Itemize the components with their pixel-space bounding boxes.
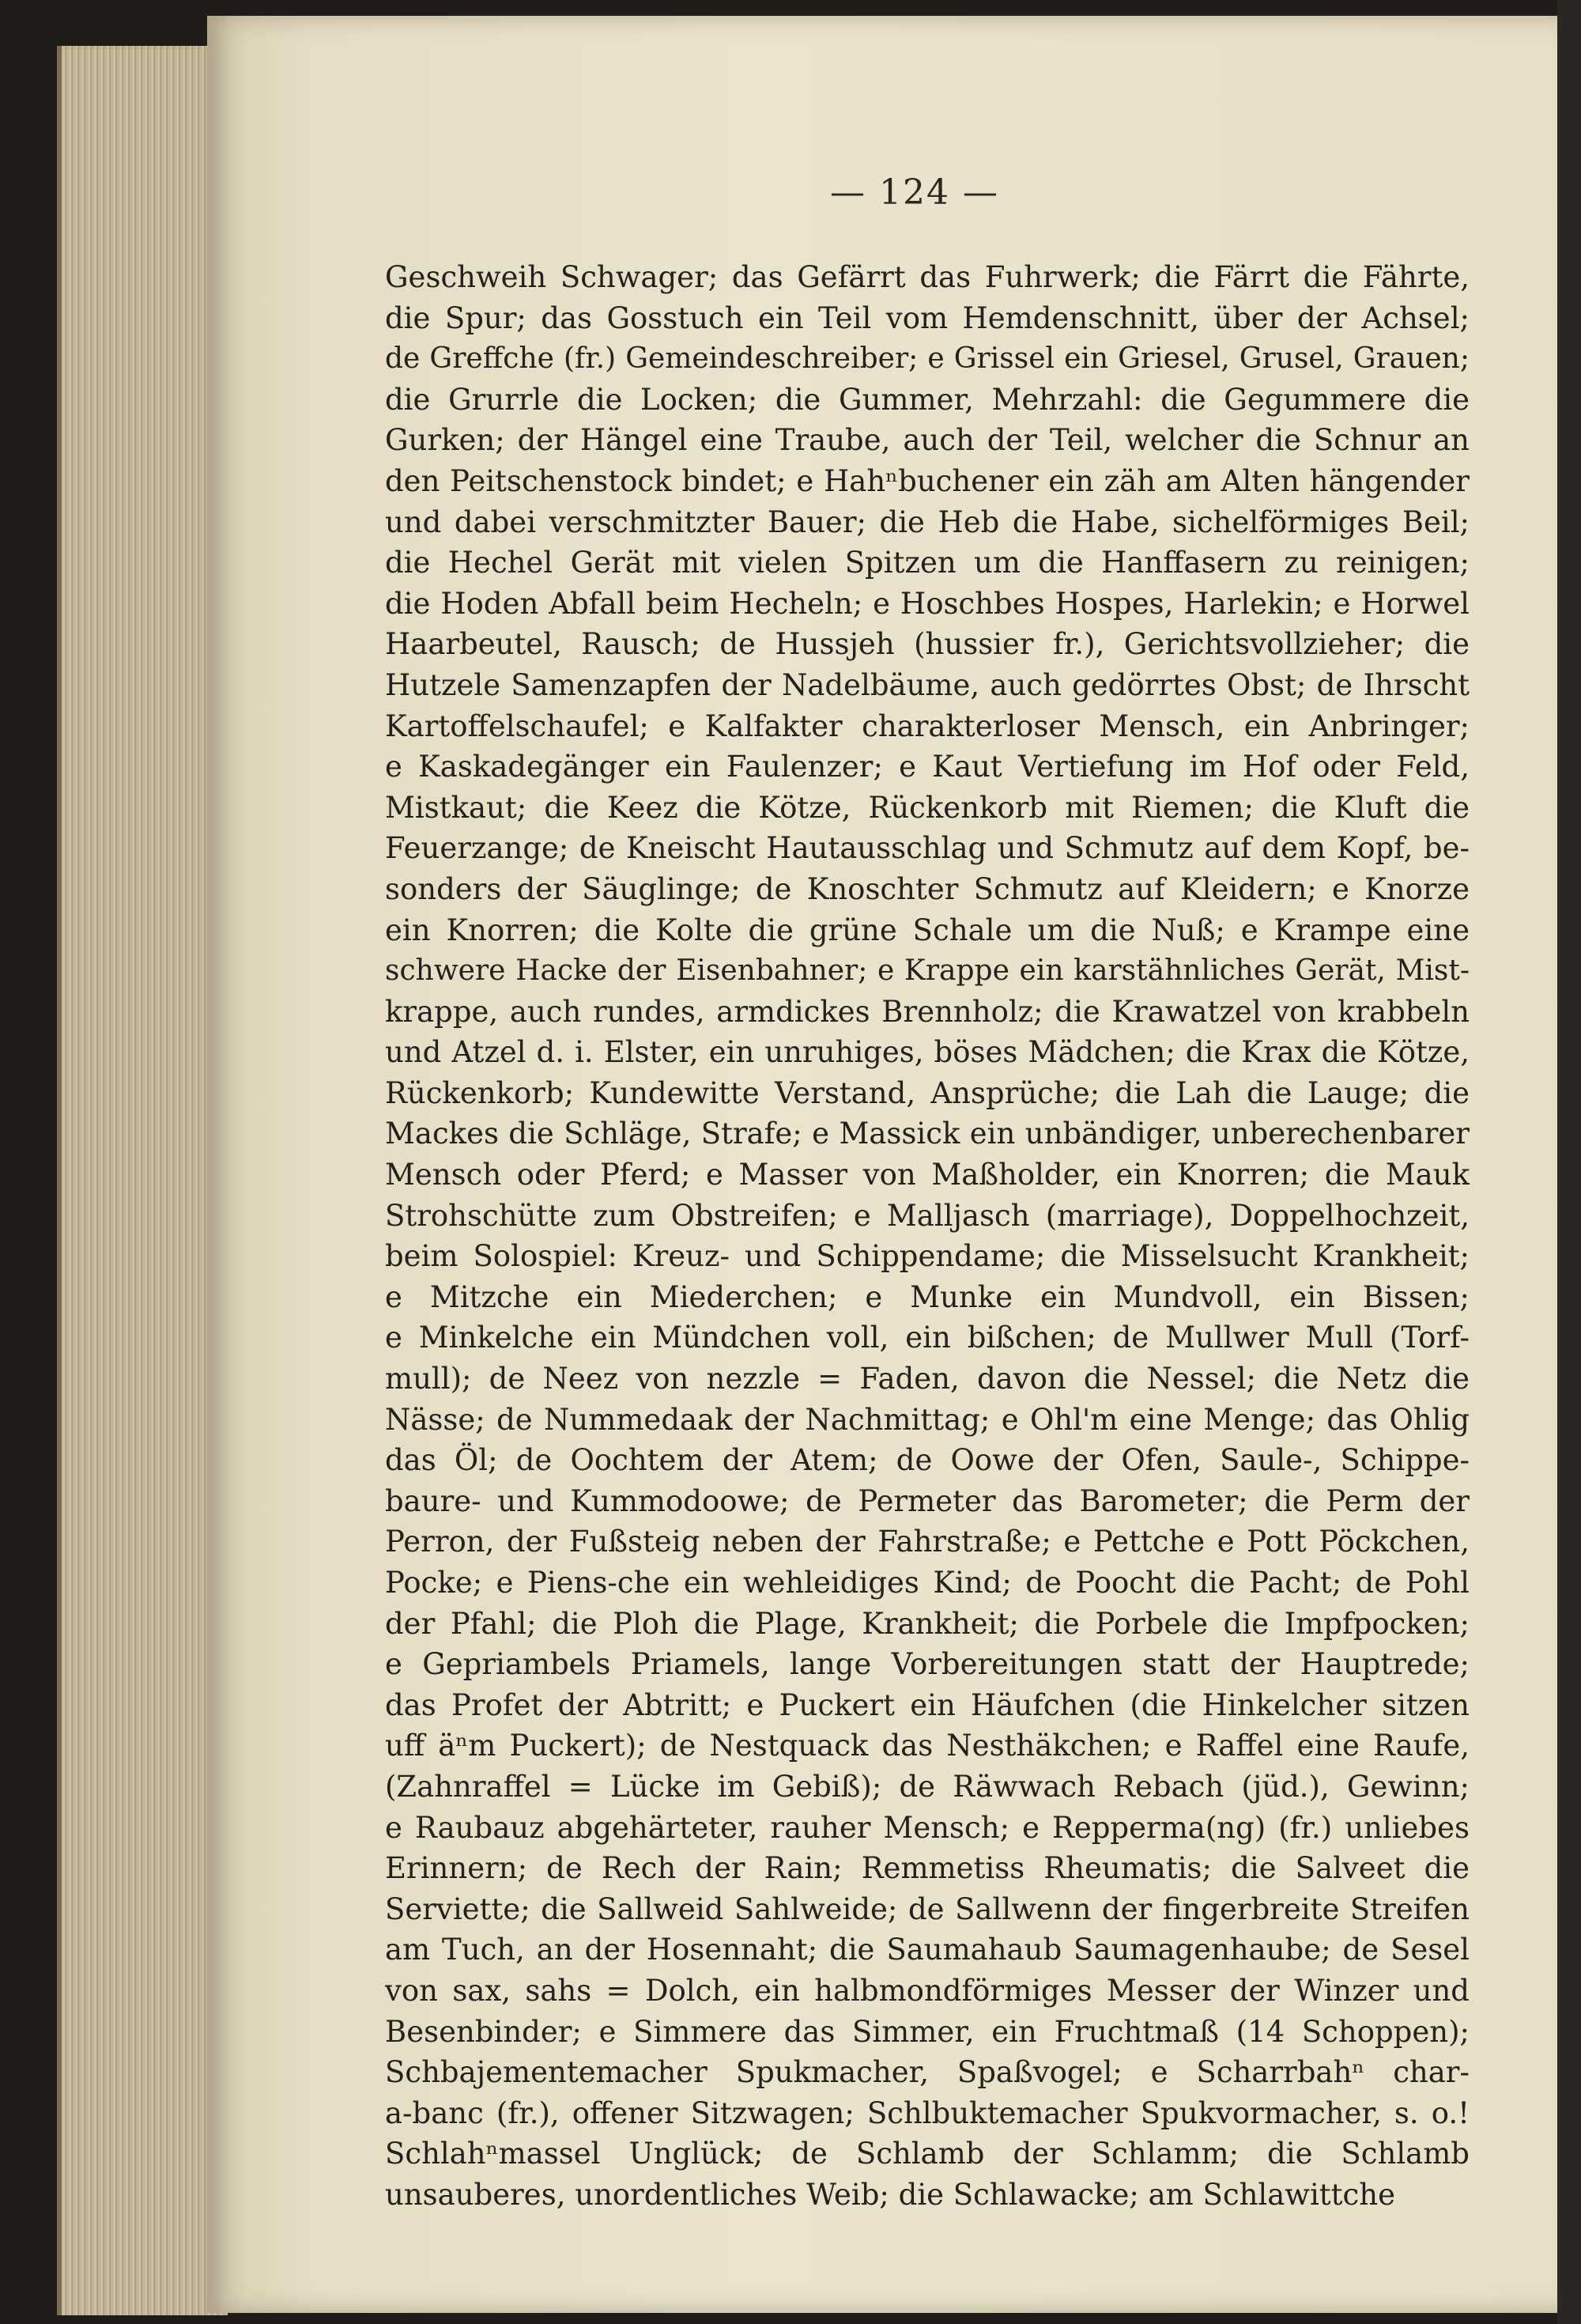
text-line: Kartoffelschaufel; e Kalfakter charakterloser Mensch, ein Anbringer;: [385, 709, 1470, 743]
text-line: Mistkaut; die Keez die Kötze, Rückenkorb mit Riemen; die Kluft die: [385, 790, 1470, 825]
text-line: (Zahnraffel = Lücke im Gebiß); de Räwwach Rebach (jüd.), Gewinn;: [385, 1769, 1470, 1804]
text-line: und Atzel d. i. Elster, ein unruhiges, böses Mädchen; die Krax die Kötze,: [385, 1035, 1470, 1070]
text-line: e Gepriambels Priamels, lange Vorbereitungen statt der Hauptrede;: [385, 1647, 1470, 1682]
text-line: de Greffche (fr.) Gemeindeschreiber; e Grissel ein Griesel, Grusel, Grauen;: [385, 342, 1470, 376]
text-line: Strohschütte zum Obstreifen; e Malljasch (marriage), Doppelhochzeit,: [385, 1198, 1470, 1233]
text-line: unsauberes, unordentliches Weib; die Schlawacke; am Schlawittche: [385, 2177, 1395, 2212]
text-line: krappe, auch rundes, armdickes Brennholz; die Krawatzel von krabbeln: [385, 994, 1470, 1029]
text-line: das Profet der Abtritt; e Puckert ein Häufchen (die Hinkelcher sitzen: [385, 1687, 1470, 1722]
text-line: ein Knorren; die Kolte die grüne Schale um die Nuß; e Krampe eine: [385, 913, 1470, 947]
text-line: e Mitzche ein Miederchen; e Munke ein Mundvoll, ein Bissen;: [385, 1279, 1470, 1314]
text-line: mull); de Neez von nezzle = Faden, davon die Nessel; die Netz die: [385, 1362, 1470, 1396]
text-line: Rückenkorb; Kundewitte Verstand, Ansprüche; die Lah die Lauge; die: [385, 1075, 1470, 1110]
text-line: die Hechel Gerät mit vielen Spitzen um die Hanffasern zu reinigen;: [385, 546, 1470, 580]
text-line: Gurken; der Hängel eine Traube, auch der Teil, welcher die Schnur an: [385, 423, 1470, 458]
text-line: a-banc (fr.), offener Sitzwagen; Schlbuktemacher Spukvormacher, s. o.!: [385, 2095, 1470, 2130]
text-line: den Peitschenstock bindet; e Hahⁿbuchener ein zäh am Alten hängender: [385, 463, 1470, 498]
text-line: Mackes die Schläge, Strafe; e Massick ein unbändiger, unberechenbarer: [385, 1117, 1470, 1151]
book-page-edges: [57, 46, 228, 2315]
text-line: sonders der Säuglinge; de Knoschter Schmutz auf Kleidern; e Knorze: [385, 871, 1470, 906]
text-line: Schbajementemacher Spukmacher, Spaßvogel; e Scharrbahⁿ char-: [385, 2055, 1470, 2090]
text-line: Erinnern; de Rech der Rain; Remmetiss Rheumatis; die Salveet die: [385, 1851, 1470, 1886]
text-line: Haarbeutel, Rausch; de Hussjeh (hussier fr.), Gerichtsvollzieher; die: [385, 627, 1470, 662]
text-line: Nässe; de Nummedaak der Nachmittag; e Ohl'm eine Menge; das Ohlig: [385, 1402, 1470, 1437]
text-line: Perron, der Fußsteig neben der Fahrstraße; e Pettche e Pott Pöckchen,: [385, 1525, 1470, 1559]
text-line: und dabei verschmitzter Bauer; die Heb die Habe, sichelförmiges Beil;: [385, 504, 1470, 539]
text-line: e Kaskadegänger ein Faulenzer; e Kaut Vertiefung im Hof oder Feld,: [385, 750, 1470, 784]
page-number: — 124 —: [830, 172, 999, 213]
text-line: beim Solospiel: Kreuz- und Schippendame; die Misselsucht Krankheit;: [385, 1239, 1470, 1274]
text-line: die Hoden Abfall beim Hecheln; e Hoschbes Hospes, Harlekin; e Horwel: [385, 586, 1470, 621]
text-line: schwere Hacke der Eisenbahner; e Krappe ein karstähnliches Gerät, Mist-: [385, 954, 1470, 988]
text-line: Besenbinder; e Simmere das Simmer, ein Fruchtmaß (14 Schoppen);: [385, 2014, 1470, 2049]
text-line: von sax, sahs = Dolch, ein halbmondförmiges Messer der Winzer und: [385, 1973, 1470, 2008]
text-line: e Minkelche ein Mündchen voll, ein bißchen; de Mullwer Mull (Torf-: [385, 1321, 1470, 1355]
text-line: die Grurrle die Locken; die Gummer, Mehrzahl: die Gegummere die: [385, 382, 1470, 417]
text-line: e Raubauz abgehärteter, rauher Mensch; e Repperma(ng) (fr.) unliebes: [385, 1810, 1470, 1845]
text-line: Geschweih Schwager; das Gefärrt das Fuhrwerk; die Färrt die Fährte,: [385, 260, 1470, 294]
text-line: Hutzele Samenzapfen der Nadelbäume, auch gedörrtes Obst; de Ihrscht: [385, 667, 1470, 702]
text-line: Pocke; e Piens-che ein wehleidiges Kind; de Poocht die Pacht; de Pohl: [385, 1566, 1470, 1600]
text-line: Feuerzange; de Kneischt Hautausschlag und Schmutz auf dem Kopf, be-: [385, 831, 1470, 866]
text-line: Schlahⁿmassel Unglück; de Schlamb der Schlamm; die Schlamb: [385, 2137, 1470, 2171]
dictionary-text: [385, 257, 1470, 2216]
text-line: uff äⁿm Puckert); de Nestquack das Nesthäkchen; e Raffel eine Raufe,: [385, 1729, 1470, 1763]
text-line: Mensch oder Pferd; e Masser von Maßholder, ein Knorren; die Mauk: [385, 1158, 1470, 1192]
text-line: baure- und Kummodoowe; de Permeter das Barometer; die Perm der: [385, 1483, 1470, 1518]
text-line: Serviette; die Sallweid Sahlweide; de Sallwenn der fingerbreite Streifen: [385, 1891, 1470, 1926]
text-line: die Spur; das Gosstuch ein Teil vom Hemdenschnitt, über der Achsel;: [385, 300, 1470, 335]
text-line: der Pfahl; die Ploh die Plage, Krankheit; die Porbele die Impfpocken;: [385, 1606, 1470, 1641]
book-binding: [1557, 0, 1581, 2324]
text-line: das Öl; de Oochtem der Atem; de Oowe der Ofen, Saule-, Schippe-: [385, 1443, 1470, 1478]
text-line: am Tuch, an der Hosennaht; die Saumahaub Saumagenhaube; de Sesel: [385, 1933, 1470, 1967]
